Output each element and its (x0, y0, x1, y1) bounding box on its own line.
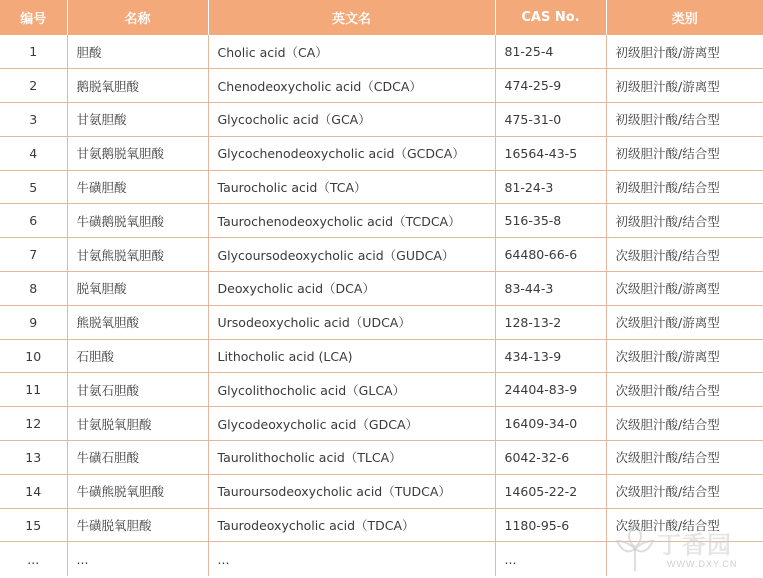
cell-no: 14 (0, 474, 67, 508)
cell-cas: 1180-95-6 (495, 508, 606, 542)
cell-english-name: Glycocholic acid（GCA） (208, 103, 495, 137)
header-english-name: 英文名 (208, 0, 495, 35)
cell-no: 5 (0, 170, 67, 204)
table-row (0, 69, 763, 103)
header-name: 名称 (67, 0, 208, 35)
cell-name: 熊脱氧胆酸 (67, 305, 208, 339)
cell-category: 次级胆汁酸/游离型 (606, 272, 763, 306)
cell-category: 初级胆汁酸/结合型 (606, 103, 763, 137)
cell-name: 牛磺石胆酸 (67, 441, 208, 475)
cell-category: 次级胆汁酸/结合型 (606, 238, 763, 272)
cell-no: 3 (0, 103, 67, 137)
cell-english-name: Chenodeoxycholic acid（CDCA） (208, 69, 495, 103)
cell-english-name: Glycodeoxycholic acid（GDCA） (208, 407, 495, 441)
table-row (0, 305, 763, 339)
cell-english-name: Deoxycholic acid（DCA） (208, 272, 495, 306)
cell-cas: 64480-66-6 (495, 238, 606, 272)
cell-name: 牛磺鹅脱氧胆酸 (67, 204, 208, 238)
cell-no: 4 (0, 136, 67, 170)
header-no: 编号 (20, 12, 47, 27)
table-row (0, 136, 763, 170)
cell-english-name: Lithocholic acid (LCA) (208, 339, 495, 373)
cell-cas: 24404-83-9 (495, 373, 606, 407)
cell-cas: 128-13-2 (495, 305, 606, 339)
cell-name: 牛磺脱氧胆酸 (67, 508, 208, 542)
cell-cas: 16409-34-0 (495, 407, 606, 441)
cell-no: 9 (0, 305, 67, 339)
table-row (0, 35, 763, 69)
cell-no: 10 (0, 339, 67, 373)
cell-name: 鹅脱氧胆酸 (67, 69, 208, 103)
cell-cas: 14605-22-2 (495, 474, 606, 508)
cell-name: 牛磺熊脱氧胆酸 (67, 474, 208, 508)
table-header (0, 0, 763, 35)
cell-no: 15 (0, 508, 67, 542)
table-row-ellipsis (0, 542, 763, 576)
cell-category: 次级胆汁酸/结合型 (606, 373, 763, 407)
cell-category: 次级胆汁酸/结合型 (606, 407, 763, 441)
cell-cas: 434-13-9 (495, 339, 606, 373)
cell-cas: 16564-43-5 (495, 136, 606, 170)
table-row (0, 441, 763, 475)
table-row (0, 272, 763, 306)
cell-english-name: Glycoursodeoxycholic acid（GUDCA） (208, 238, 495, 272)
cell-category: 初级胆汁酸/结合型 (606, 136, 763, 170)
cell-name: 胆酸 (67, 35, 208, 69)
cell-category: 次级胆汁酸/结合型 (606, 441, 763, 475)
table-row (0, 103, 763, 137)
cell-no: 1 (0, 35, 67, 69)
cell-category: 次级胆汁酸/游离型 (606, 339, 763, 373)
cell-category: 初级胆汁酸/游离型 (606, 35, 763, 69)
cell-cas: 81-24-3 (495, 170, 606, 204)
cell-category: 初级胆汁酸/游离型 (606, 69, 763, 103)
cell-english-name: Tauroursodeoxycholic acid（TUDCA） (208, 474, 495, 508)
cell-english-name: Taurodeoxycholic acid（TDCA） (208, 508, 495, 542)
cell-name: 甘氨熊脱氧胆酸 (67, 238, 208, 272)
cell-cas: 83-44-3 (495, 272, 606, 306)
cell-name: 脱氧胆酸 (67, 272, 208, 306)
cell-category: 次级胆汁酸/游离型 (606, 305, 763, 339)
header-row (0, 0, 763, 35)
cell-no: 13 (0, 441, 67, 475)
cell-english-name: Ursodeoxycholic acid（UDCA） (208, 305, 495, 339)
watermark-text: 丁香园 (657, 532, 732, 559)
cell-no: 8 (0, 272, 67, 306)
cell-no: 12 (0, 407, 67, 441)
table-row (0, 204, 763, 238)
table-row (0, 339, 763, 373)
cell-cas: ... (495, 542, 606, 576)
cell-category: 次级胆汁酸/结合型 (606, 508, 763, 542)
cell-cas: 6042-32-6 (495, 441, 606, 475)
table-row (0, 474, 763, 508)
cell-cas: 474-25-9 (495, 69, 606, 103)
table-row (0, 508, 763, 542)
cell-name: 石胆酸 (67, 339, 208, 373)
cell-name: ... (67, 542, 208, 576)
cell-english-name: Glycochenodeoxycholic acid（GCDCA） (208, 136, 495, 170)
cell-category: 初级胆汁酸/结合型 (606, 170, 763, 204)
header-category: 类别 (606, 0, 763, 35)
cell-category: 初级胆汁酸/结合型 (606, 204, 763, 238)
cell-no: 11 (0, 373, 67, 407)
cell-english-name: Taurolithocholic acid（TLCA） (208, 441, 495, 475)
cell-cas: 81-25-4 (495, 35, 606, 69)
cell-english-name: Cholic acid（CA） (208, 35, 495, 69)
cell-cas: 516-35-8 (495, 204, 606, 238)
table-row (0, 407, 763, 441)
cell-english-name: Taurocholic acid（TCA） (208, 170, 495, 204)
watermark-url: WWW.DXY.CN (667, 559, 738, 569)
cell-name: 牛磺胆酸 (67, 170, 208, 204)
table-row (0, 373, 763, 407)
cell-name: 甘氨胆酸 (67, 103, 208, 137)
cell-cas: 475-31-0 (495, 103, 606, 137)
cell-category (606, 542, 763, 576)
cell-category: 次级胆汁酸/结合型 (606, 474, 763, 508)
cell-no: ... (27, 551, 40, 567)
cell-english-name: ... (208, 542, 495, 576)
cell-name: 甘氨石胆酸 (67, 373, 208, 407)
cell-name: 甘氨脱氧胆酸 (67, 407, 208, 441)
cell-english-name: Glycolithocholic acid（GLCA） (208, 373, 495, 407)
cell-no: 6 (0, 204, 67, 238)
cell-no: 2 (0, 69, 67, 103)
cell-no: 7 (0, 238, 67, 272)
table-row (0, 238, 763, 272)
header-cas: CAS No. (495, 0, 606, 35)
cell-english-name: Taurochenodeoxycholic acid（TCDCA） (208, 204, 495, 238)
table-body (0, 35, 763, 576)
table-row (0, 170, 763, 204)
cell-name: 甘氨鹅脱氧胆酸 (67, 136, 208, 170)
